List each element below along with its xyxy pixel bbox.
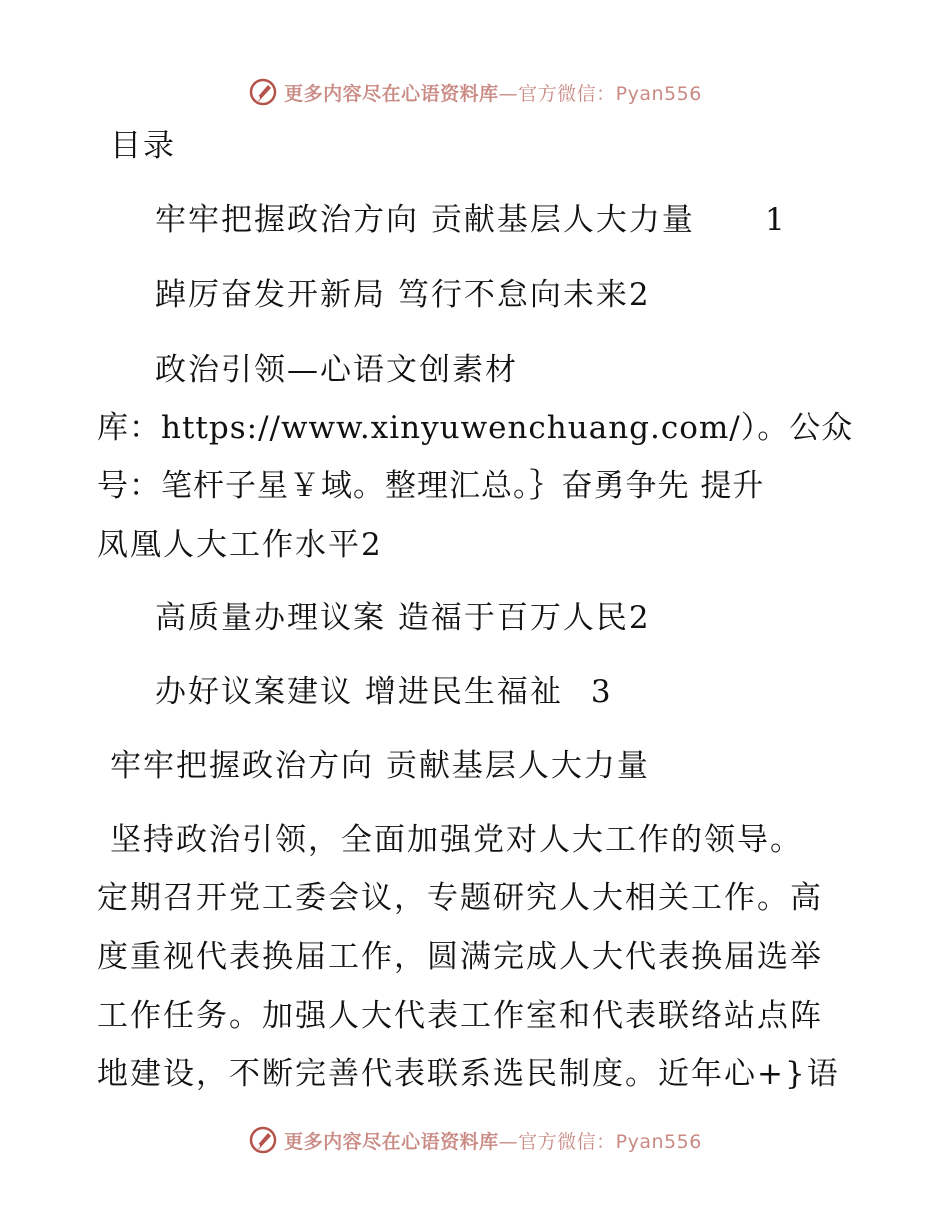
watermark-contact: —官方微信：Pyan556 xyxy=(498,82,702,105)
pen-circle-icon xyxy=(248,77,278,107)
toc-entry[interactable] xyxy=(155,275,651,315)
toc-title: 目录 xyxy=(110,128,176,164)
paragraph-line: 坚持政治引领，全面加强党对人大工作的领导。 xyxy=(110,822,803,858)
watermark-brand: 更多内容尽在心语资料库 xyxy=(284,82,499,105)
toc-entry-text: 办好议案建议 增进民生福祉 xyxy=(155,674,563,710)
toc-entry[interactable] xyxy=(155,598,651,638)
toc-entry[interactable] xyxy=(155,672,613,712)
toc-entry-text: 凤凰人大工作水平 xyxy=(97,527,361,563)
watermark-brand: 更多内容尽在心语资料库 xyxy=(284,1130,499,1153)
paragraph-line: 定期召开党工委会议，专题研究人大相关工作。高 xyxy=(97,880,823,916)
toc-entry-line[interactable]: 政治引领—心语文创素材 xyxy=(155,352,518,388)
paragraph-line: 工作任务。加强人大代表工作室和代表联络站点阵 xyxy=(97,998,823,1034)
toc-entry-line: 库：https://www.xinyuwenchuang.com/）。公众 xyxy=(97,410,854,446)
paragraph-line: 度重视代表换届工作，圆满完成人大代表换届选举 xyxy=(97,939,823,975)
toc-entry-text: 踔厉奋发开新局 笃行不怠向未来 xyxy=(155,277,629,313)
toc-entry-line: 号：笔杆子星￥域。整理汇总。｝奋勇争先 提升 xyxy=(97,468,765,504)
paragraph-line: 地建设，不断完善代表联系选民制度。近年心+}语 xyxy=(97,1056,840,1092)
toc-entry-text: 高质量办理议案 造福于百万人民 xyxy=(155,600,629,636)
toc-entry-line xyxy=(97,525,383,565)
toc-entry-page: 1 xyxy=(765,202,787,238)
toc-entry-page: 2 xyxy=(628,277,651,313)
pen-circle-icon xyxy=(248,1125,278,1155)
watermark-contact: —官方微信：Pyan556 xyxy=(498,1130,702,1153)
header-watermark xyxy=(0,72,950,112)
section-heading: 牢牢把握政治方向 贡献基层人大力量 xyxy=(110,748,650,784)
toc-entry-page: 3 xyxy=(590,674,613,710)
toc-entry-page: 2 xyxy=(361,527,383,563)
toc-entry[interactable] xyxy=(155,200,695,240)
toc-entry-text: 牢牢把握政治方向 贡献基层人大力量 xyxy=(155,202,695,238)
toc-entry-page: 2 xyxy=(628,600,651,636)
footer-watermark xyxy=(0,1120,950,1160)
